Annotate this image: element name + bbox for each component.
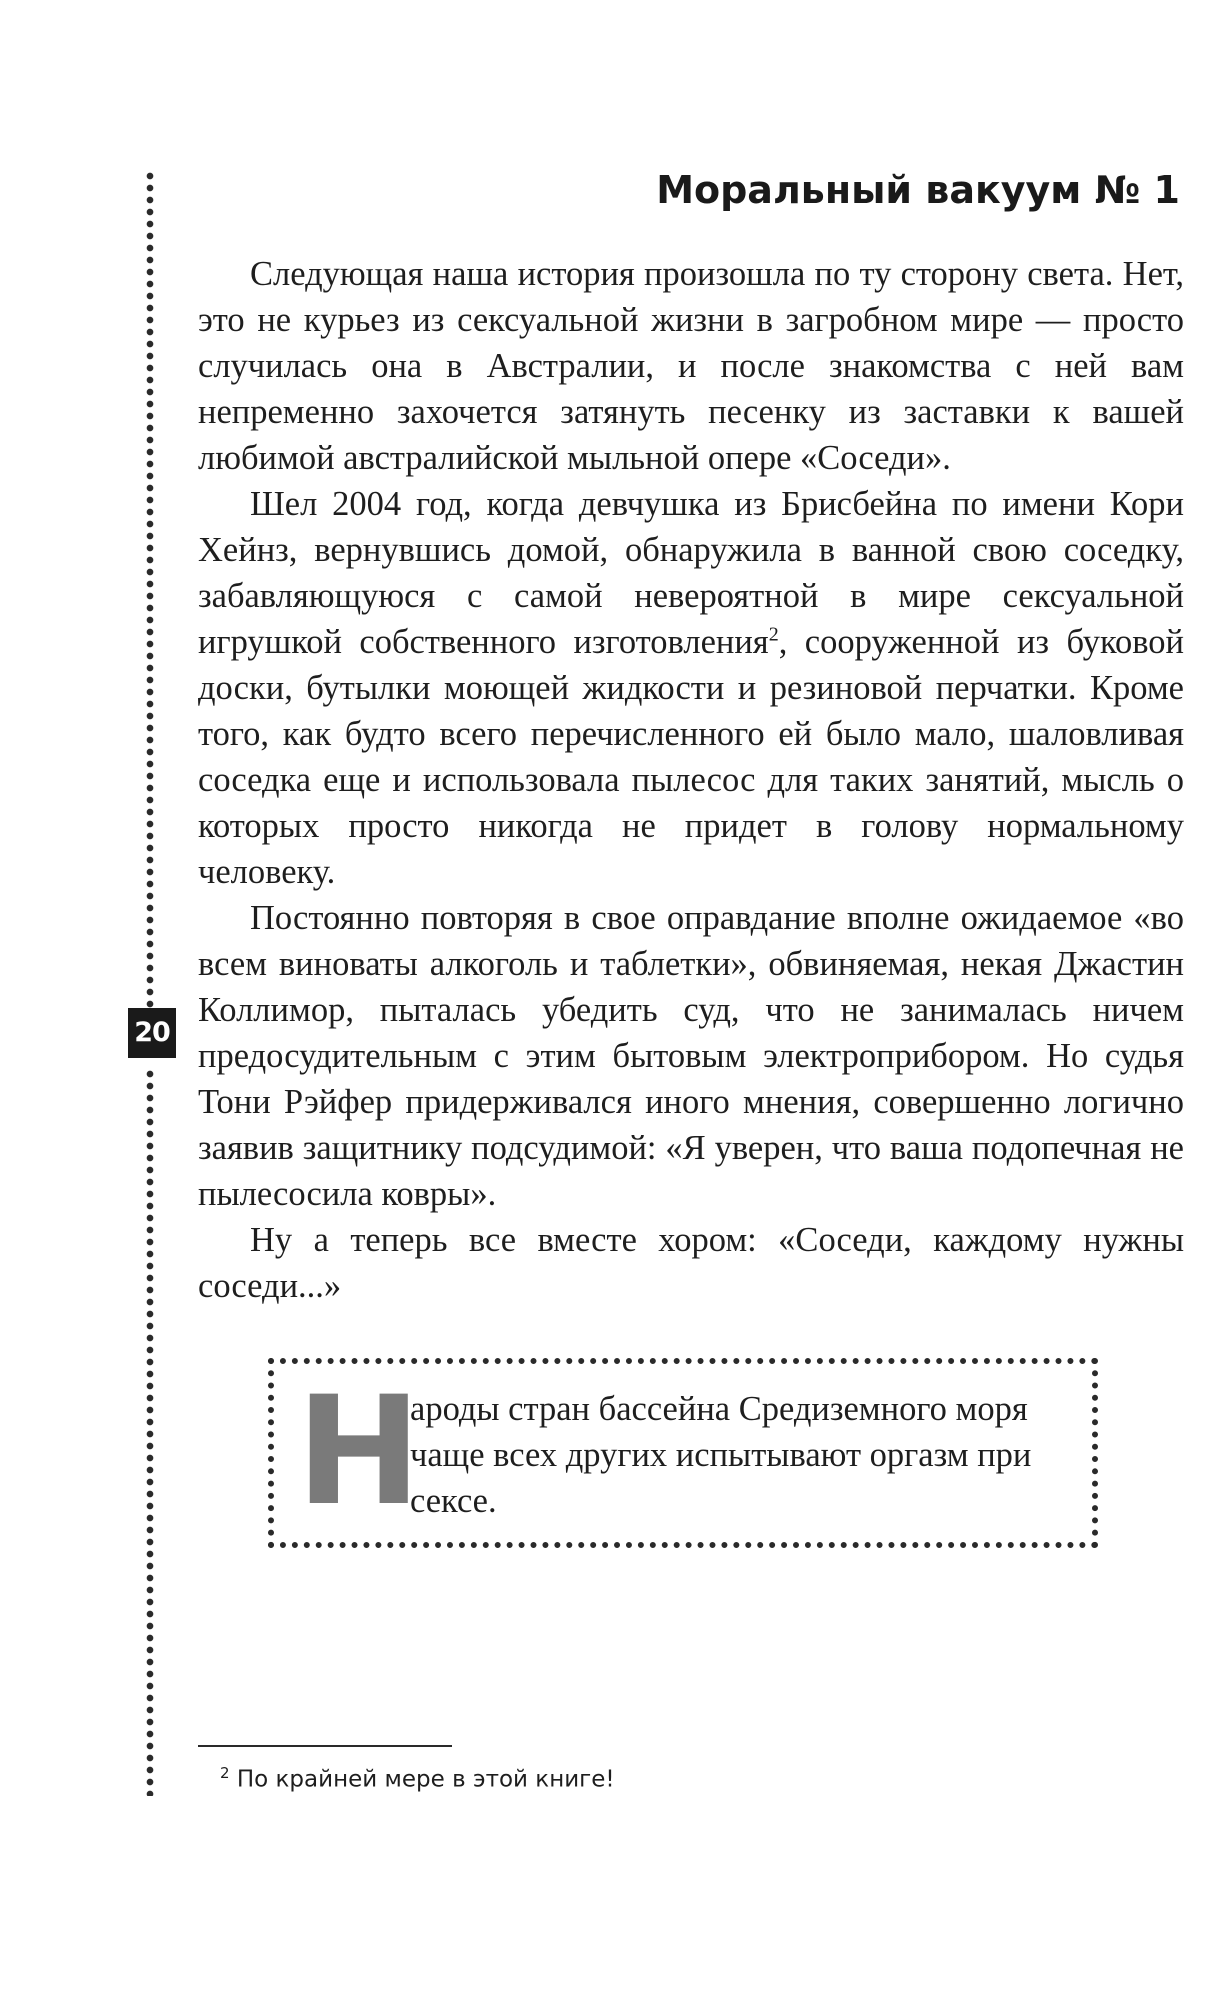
- paragraph-4: Ну а теперь все вместе хором: «Соседи, каждому нужны соседи...»: [198, 1221, 1184, 1305]
- paragraph-2-text-a: Шел 2004 год, когда девчушка из Брисбейна по имени Кори Хейнз, вернувшись домой, обнаружила в ванной свою соседку, забавляющуюся с самой невероятной в мире сексуальной игрушкой собственного изготовления: [198, 485, 1184, 661]
- drop-cap: Н: [296, 1365, 422, 1539]
- paragraph-1: Следующая наша история произошла по ту сторону света. Нет, это не курьез из сексуальной жизни в загробном мире — просто случилась она в Австралии, и после знакомства с ней вам непременно захочется затянуть песенку из заставки к вашей любимой австралийской мыльной опере «Соседи».: [198, 255, 1184, 477]
- margin-dotted-rule-top: [144, 170, 156, 1010]
- body-text: [198, 251, 1184, 1309]
- margin-dotted-rule-bottom: [144, 1068, 156, 1796]
- paragraph-3: Постоянно повторяя в свое оправдание вполне ожидаемое «во всем виноваты алкоголь и таблетки», обвиняемая, некая Джастин Коллимор, пыталась убедить суд, что не занималась ничем предосудительным с этим бытовым электроприбором. Но судья Тони Рэйфер придерживался иного мнения, совершенно логично заявив защитнику подсудимой: «Я уверен, что ваша подопечная не пылесосила ковры».: [198, 899, 1184, 1213]
- footnote-text: По крайней мере в этой книге!: [236, 1766, 615, 1793]
- paragraph-2: [198, 481, 1184, 895]
- paragraph-2-text-b: , сооруженной из буковой доски, бутылки моющей жидкости и резиновой перчатки. Кроме того, как будто всего перечисленного ей было мало, шаловливая соседка еще и использовала пылесос для таких занятий, мысль о которых просто никогда не придет в голову нормальному человеку.: [198, 623, 1185, 891]
- footnote-divider: [198, 1745, 452, 1747]
- footnote: [220, 1764, 615, 1793]
- footnote-reference: 2: [768, 623, 779, 646]
- chapter-title: Моральный вакуум № 1: [656, 168, 1180, 212]
- footnote-marker: 2: [220, 1764, 230, 1782]
- page-number: 20: [128, 1008, 176, 1058]
- fact-text: ароды стран бассейна Средиземного моря чаще всех других испытывают оргазм при сексе.: [410, 1390, 1032, 1520]
- fact-box: [268, 1358, 1098, 1548]
